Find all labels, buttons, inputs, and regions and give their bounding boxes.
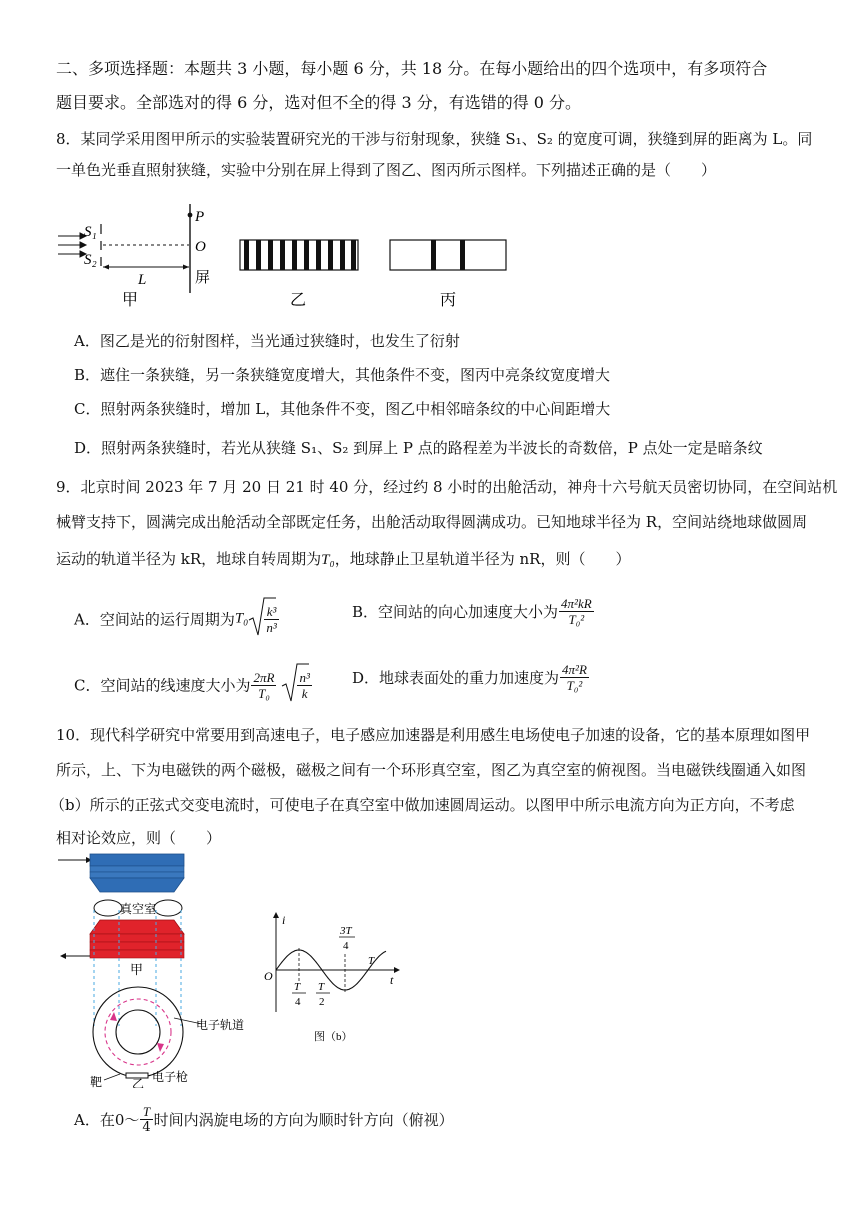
q10-current-graph — [262, 912, 402, 1050]
q10-option-a-pre: A．在 — [74, 1111, 115, 1129]
q8-option-b: B．遮住一条狭缝，另一条狭缝宽度增大，其他条件不变，图丙中亮条纹宽度增大 — [74, 366, 611, 384]
q9-option-c-text: C．空间站的线速度大小为 — [74, 676, 251, 695]
tick-t2-num: T — [318, 981, 325, 993]
q8-figure — [56, 200, 516, 312]
caption-yi: 乙 — [290, 292, 307, 309]
section-heading-line1: 二、多项选择题：本题共 3 小题，每小题 6 分，共 18 分。在每小题给出的四个选项中，有多项符合 — [56, 59, 768, 78]
q9-option-b-text: B．空间站的向心加速度大小为 — [352, 603, 559, 621]
q9-option-d-text: D．地球表面处的重力加速度为 — [352, 669, 560, 687]
q9-b-num: 4π²kR — [561, 596, 592, 611]
q10-option-a-post: 时间内涡旋电场的方向为顺时针方向（俯视） — [153, 1111, 454, 1129]
target-label: 靶 — [90, 1075, 103, 1088]
axis-t-label: t — [390, 973, 394, 987]
interference-pattern — [240, 240, 358, 270]
q9-stem-line2: 械臂支持下，圆满完成出舱活动全部既定任务，出舱活动取得圆满成功。已知地球半径为 R，空间站绕地球做圆周 — [56, 513, 808, 531]
q9-c-rnum: n³ — [299, 669, 310, 685]
q10-option-a — [74, 1104, 454, 1135]
tick-t4-den: 4 — [295, 996, 301, 1008]
q9-a-fraction — [264, 604, 278, 635]
q9-stem-line3 — [56, 548, 630, 571]
caption-jia: 甲 — [122, 292, 139, 309]
q9-b-den: T₀² — [568, 612, 585, 627]
orbit-label: 电子轨道 — [196, 1018, 245, 1032]
q10-stem-line4: 相对论效应，则（ ） — [56, 829, 222, 847]
q9-option-c — [74, 662, 313, 708]
s2-label: S₂ — [84, 252, 97, 268]
section-heading-line2: 题目要求。全部选对的得 6 分，选对但不全的得 3 分，有选错的得 0 分。 — [56, 93, 582, 112]
q9-d-fraction — [560, 662, 589, 693]
q9-b-fraction — [559, 596, 594, 627]
q8-option-c: C．照射两条狭缝时，增加 L，其他条件不变，图乙中相邻暗条纹的中心间距增大 — [74, 400, 611, 418]
tick-t-label: T — [368, 955, 375, 967]
q10-stem-line3: （b）所示的正弦式交变电流时，可使电子在真空室中做加速圆周运动。以图甲中所示电流方向为正方向，不考虑 — [50, 796, 795, 814]
origin-label: O — [264, 969, 273, 983]
q8-option-a: A．图乙是光的衍射图样，当光通过狭缝时，也发生了衍射 — [74, 332, 460, 350]
q10-option-a-zero: 0～ — [114, 1111, 140, 1129]
q9-a-t0: T₀ — [234, 610, 249, 627]
q10-a-den: 4 — [142, 1120, 151, 1135]
q9-c-den: T₀ — [258, 685, 270, 701]
q8-stem-line2: 一单色光垂直照射狭缝，实验中分别在屏上得到了图乙、图丙所示图样。下列描述正确的是（ ） — [56, 161, 717, 179]
q10-stem-line1: 10．现代科学研究中常要用到高速电子，电子感应加速器是利用感生电场使电子加速的设备，它的基本原理如图甲 — [56, 726, 811, 744]
q8-stem-line1: 8．某同学采用图甲所示的实验装置研究光的干涉与衍射现象，狭缝 S₁、S₂ 的宽度可调，狭缝到屏的距离为 L。同 — [56, 130, 813, 148]
q9-option-a — [74, 596, 280, 642]
q9-stem-line1: 9．北京时间 2023 年 7 月 20 日 21 时 40 分，经过约 8 小时的出舱活动，神舟十六号航天员密切协同，在空间站机 — [56, 478, 838, 496]
q9-d-num: 4π²R — [562, 662, 587, 677]
q10-stem-line2: 所示，上、下为电磁铁的两个磁极，磁极之间有一个环形真空室，图乙为真空室的俯视图。当电磁铁线圈通入如图 — [56, 761, 807, 779]
q9-stem-line3a: 运动的轨道半径为 kR，地球自转周期为 — [56, 550, 322, 568]
tick-3t4-num: 3T — [340, 925, 352, 937]
q10-a-num: T — [140, 1104, 152, 1120]
tick-t2-den: 2 — [319, 996, 325, 1008]
p-label: P — [195, 209, 205, 225]
s1-label: S₁ — [84, 224, 97, 240]
q10-accelerator-figure — [56, 850, 256, 1088]
tick-3t4-den: 4 — [343, 940, 349, 952]
q10-a-fraction — [140, 1104, 152, 1135]
upper-magnet-pole — [90, 854, 184, 892]
caption-bing: 丙 — [440, 292, 457, 309]
axis-i-label: i — [282, 913, 286, 927]
diffraction-pattern — [390, 240, 506, 270]
q9-option-a-text: A．空间站的运行周期为 — [74, 610, 235, 629]
q9-a-den: n³ — [266, 619, 277, 635]
q9-d-den: T₀² — [566, 678, 583, 693]
vacuum-label: 真空室 — [120, 902, 157, 916]
q9-stem-line3b: ，地球静止卫星轨道半径为 nR，则（ ） — [334, 550, 631, 568]
o-label: O — [195, 239, 206, 255]
l-label: L — [138, 272, 147, 288]
caption-yi-q10: 乙 — [132, 1077, 145, 1088]
q9-a-num: k³ — [264, 604, 278, 620]
q9-c-rden: k — [301, 685, 308, 701]
q9-c-root-fraction — [297, 670, 311, 701]
gun-label: 电子枪 — [152, 1070, 189, 1084]
q9-option-b — [352, 596, 595, 627]
q8-option-d: D．照射两条狭缝时，若光从狭缝 S₁、S₂ 到屏上 P 点的路程差为半波长的奇数倍，P 点处一定是暗条纹 — [74, 439, 763, 457]
screen-label: 屏 — [195, 270, 211, 286]
vacuum-chamber-top-view — [93, 987, 183, 1078]
tick-t4-num: T — [294, 981, 301, 993]
lower-magnet-pole — [90, 920, 184, 958]
caption-jia-q10: 甲 — [130, 962, 144, 977]
q9-c-num: 2πR — [253, 669, 275, 685]
q9-t0: T₀ — [321, 552, 335, 568]
q9-c-fraction — [251, 670, 276, 701]
q9-option-d — [352, 662, 590, 693]
caption-b: 图（b） — [314, 1031, 353, 1043]
